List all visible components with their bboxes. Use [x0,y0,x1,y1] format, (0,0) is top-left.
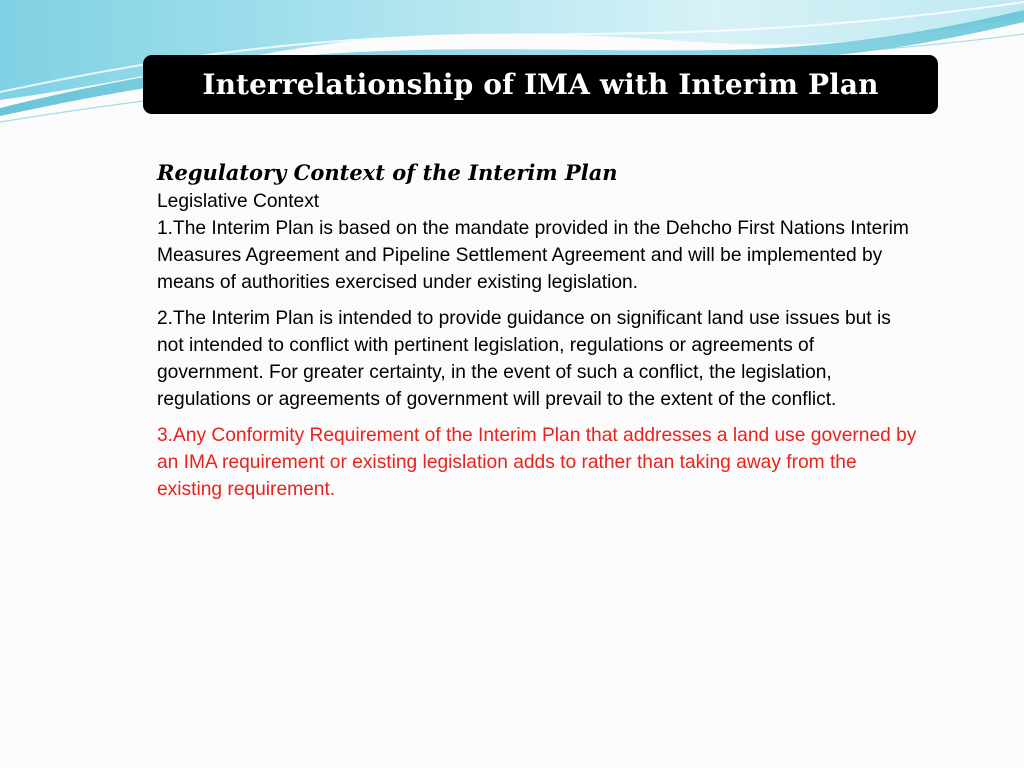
paragraph-3-highlighted: 3.Any Conformity Requirement of the Interim Plan that addresses a land use governed by an IMA requirement or existing legislation adds to rather than taking away from the existing requirement. [157,425,917,500]
section-subheading: Regulatory Context of the Interim Plan [157,160,618,185]
slide-body [157,158,917,512]
section-label: Legislative Context [157,191,320,212]
title-bar [143,55,938,114]
slide-title: Interrelationship of IMA with Interim Plan [202,68,879,101]
paragraph-2: 2.The Interim Plan is intended to provide guidance on significant land use issues but is not intended to conflict with pertinent legislation, regulations or agreements of government. For greater certainty, in the event of such a conflict, the legislation, regulations or agreements of government will prevail to the extent of the conflict. [157,308,891,410]
paragraph-1: 1.The Interim Plan is based on the mandate provided in the Dehcho First Nations Interim Measures Agreement and Pipeline Settlement Agreement and will be implemented by means of authorities exercised under existing legislation. [157,218,909,293]
